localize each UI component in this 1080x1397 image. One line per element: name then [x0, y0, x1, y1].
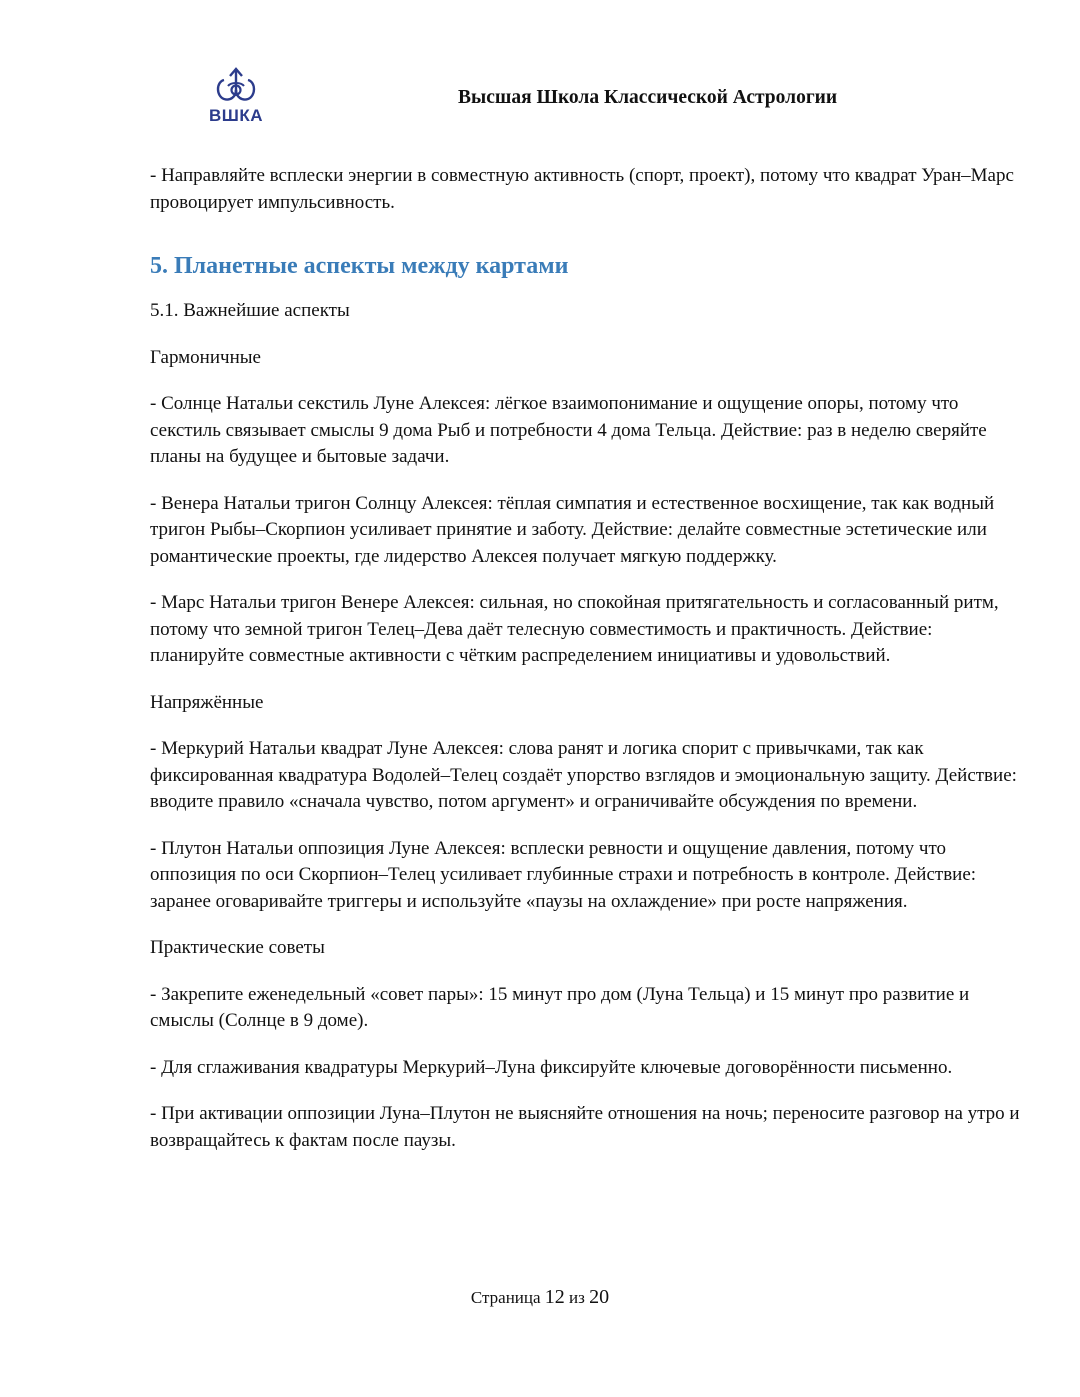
total-pages-number: 20 — [589, 1286, 610, 1308]
page-content — [150, 163, 1020, 1174]
list-item: - Меркурий Натальи квадрат Луне Алексея: слова ранят и логика спорит с привычками, так как фиксированная квадратура Водолей–Телец создаёт упорство взглядов и эмоциональную защиту. Действие: вводите правило «сначала чувство, потом аргумент» и ограничивайте обсуждения по времени. — [150, 738, 1017, 812]
harmonious-label: Гармоничные — [150, 346, 261, 368]
intro-paragraph: - Направляйте всплески энергии в совместную активность (спорт, проект), потому что квадрат Уран–Марс провоцирует импульсивность. — [150, 165, 1014, 213]
school-logo — [205, 66, 267, 130]
current-page-number: 12 — [544, 1286, 565, 1308]
page-header — [0, 0, 1080, 140]
page-footer — [0, 1286, 1080, 1309]
page-word: Страница — [470, 1288, 541, 1307]
list-item: - Марс Натальи тригон Венере Алексея: сильная, но спокойная притягательность и согласованный ритм, потому что земной тригон Телец–Дева даёт телесную совместимость и практичность. Действие: планируйте совместные активности с чётким распределением инициативы и удовольствий. — [150, 592, 999, 666]
list-item: - Закрепите еженедельный «совет пары»: 15 минут про дом (Луна Тельца) и 15 минут про развитие и смыслы (Солнце в 9 доме). — [150, 983, 970, 1031]
list-item: - Для сглаживания квадратуры Меркурий–Луна фиксируйте ключевые договорённости письменно. — [150, 1056, 953, 1078]
section-heading: 5. Планетные аспекты между картами — [150, 253, 569, 279]
logo-emblem-icon — [205, 66, 267, 106]
logo-text: ВШКА — [208, 106, 263, 125]
list-item: - Венера Натальи тригон Солнцу Алексея: тёплая симпатия и естественное восхищение, так как водный тригон Рыбы–Скорпион усиливает принятие и заботу. Действие: делайте совместные эстетические или романтические проекты, где лидерство Алексея получает мягкую поддержку. — [150, 492, 995, 567]
list-item: - Солнце Натальи секстиль Луне Алексея: лёгкое взаимопонимание и ощущение опоры, потому что секстиль связывает смыслы 9 дома Рыб и потребности 4 дома Тельца. Действие: раз в неделю сверяйте планы на будущее и бытовые задачи. — [150, 393, 987, 467]
tips-label: Практические советы — [150, 937, 325, 958]
tense-label: Напряжённые — [150, 691, 264, 713]
subsection-label: 5.1. Важнейшие аспекты — [150, 300, 350, 321]
list-item: - Плутон Натальи оппозиция Луне Алексея: всплески ревности и ощущение давления, потому что оппозиция по оси Скорпион–Телец усиливает глубинные страхи и потребность в контроле. Действие: заранее оговаривайте триггеры и используйте «паузы на охлаждение» при росте напряжения. — [150, 837, 977, 912]
header-title: Высшая Школа Классической Астрологии — [458, 87, 838, 108]
list-item: - При активации оппозиции Луна–Плутон не выясняйте отношения на ночь; переносите разговор на утро и возвращайтесь к фактам после паузы. — [150, 1103, 1020, 1151]
of-word: из — [569, 1288, 585, 1307]
